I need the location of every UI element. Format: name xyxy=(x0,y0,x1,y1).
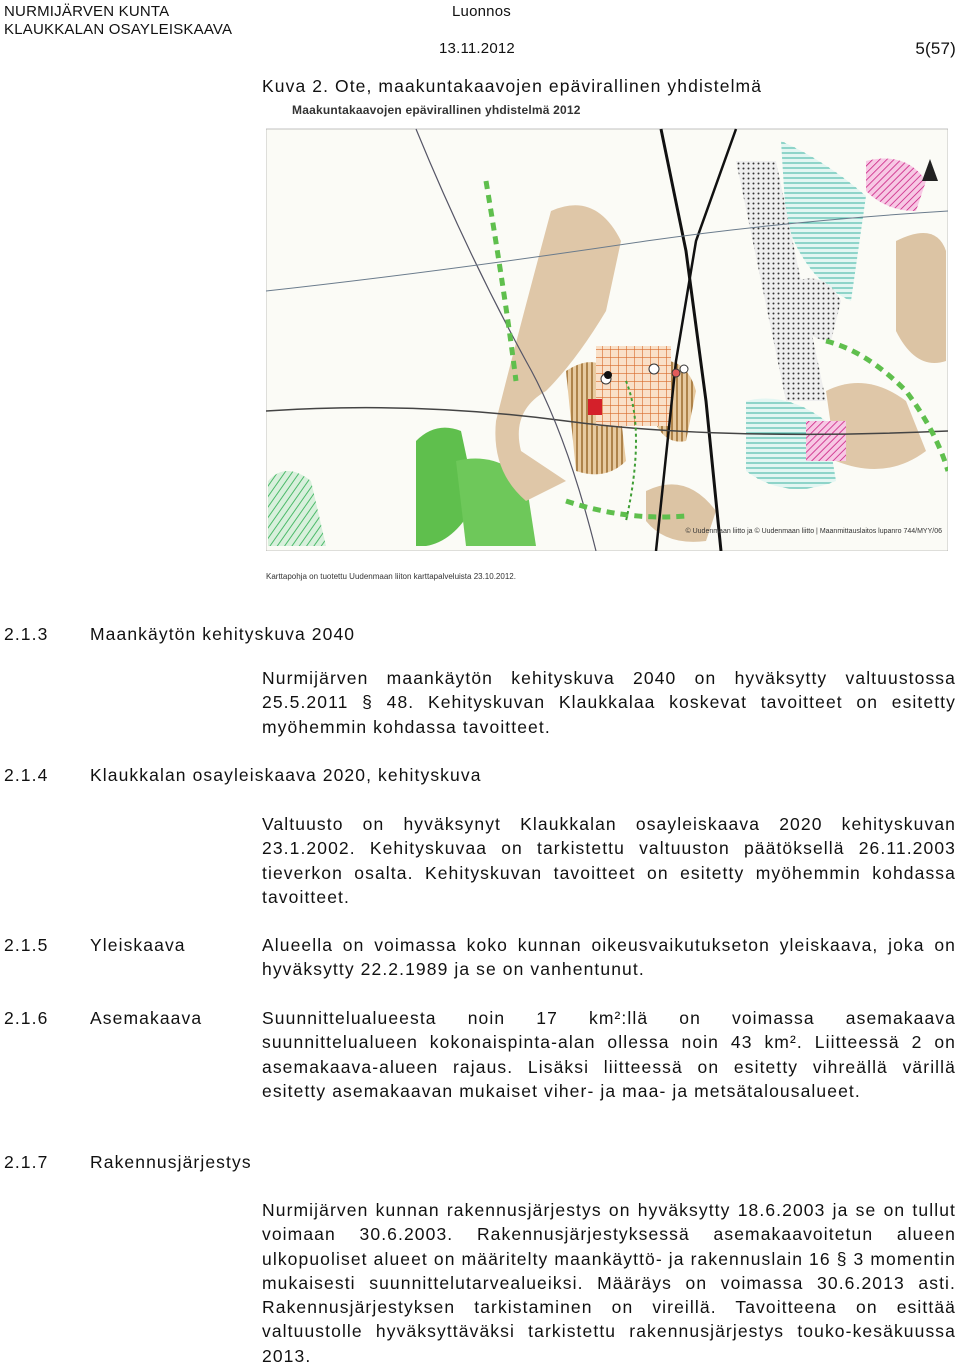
section-title: Maankäytön kehityskuva 2040 xyxy=(90,624,356,644)
section-heading xyxy=(4,763,482,787)
section-body: Suunnittelualueesta noin 17 km²:llä on voimassa asemakaava suunnittelualueen kokonaispinta-alan ollessa noin 43 km². Liitteessä 2 on asemakaava-alueen rajaus. Lisäksi liitteessä on esitetty vihreällä värillä esitetty asemakaavan mukaiset viher- ja maa- ja metsätalousalueet. xyxy=(262,1008,956,1101)
section-title: Asemakaava xyxy=(90,1008,203,1028)
regional-plan-map xyxy=(266,101,948,581)
document-status: Luonnos xyxy=(452,3,511,20)
document-name: KLAUKKALAN OSAYLEISKAAVA xyxy=(4,21,233,38)
section-title: Rakennusjärjestys xyxy=(90,1152,252,1172)
section-number: 2.1.7 xyxy=(4,1152,49,1172)
section-heading xyxy=(4,622,355,646)
figure-caption: Kuva 2. Ote, maakuntakaavojen epävirallinen yhdistelmä xyxy=(262,76,763,96)
section-heading xyxy=(4,1150,252,1174)
section-number: 2.1.5 xyxy=(4,935,49,955)
map-title: Maakuntakaavojen epävirallinen yhdistelmä 2012 xyxy=(292,103,581,117)
map-footer: Karttapohja on tuotettu Uudenmaan liiton karttapalveluista 23.10.2012. xyxy=(266,572,516,581)
document-date: 13.11.2012 xyxy=(439,40,515,57)
section-body: Nurmijärven kunnan rakennusjärjestys on hyväksytty 18.6.2003 ja se on tullut voimaan 30.6.2003. Rakennusjärjestyksessä asemakaavoitetun alueen ulkopuoliset alueet on määritelty maankäyttö- ja rakennuslain 16 § 3 momentin mukaisesti suunnittelutarvealueiksi. Määräys on voimassa 30.6.2013 asti. Rakennusjärjestyksen tarkistaminen on vireillä. Tavoitteena on esittää valtuustolle hyväksyttäväksi tarkistettu rakennusjärjestys touko-kesäkuussa 2013. xyxy=(262,1200,956,1366)
section-body: Alueella on voimassa koko kunnan oikeusvaikutukseton yleiskaava, joka on hyväksytty 22.2.1989 ja se on vanhentunut. xyxy=(262,935,956,980)
map-drawing xyxy=(266,101,948,551)
page-number: 5(57) xyxy=(915,39,956,58)
section-number: 2.1.3 xyxy=(4,624,49,644)
map-copyright: © Uudenmaan liitto ja © Uudenmaan liitto | Maanmittauslaitos lupanro 744/MYY/06 xyxy=(685,528,942,535)
section-number: 2.1.6 xyxy=(4,1008,49,1028)
section-number: 2.1.4 xyxy=(4,765,49,785)
section-heading xyxy=(4,1006,202,1030)
organization-name: NURMIJÄRVEN KUNTA xyxy=(4,3,170,20)
section-body: Nurmijärven maankäytön kehityskuva 2040 on hyväksytty valtuustossa 25.5.2011 § 48. Kehityskuvan Klaukkalaa koskevat tavoitteet on esitetty myöhemmin kohdassa tavoitteet. xyxy=(262,668,956,737)
section-body: Valtuusto on hyväksynyt Klaukkalan osayleiskaava 2020 kehityskuvan 23.1.2002. Kehityskuvaa on tarkistettu valtuuston päätöksellä 26.11.2003 tieverkon osalta. Kehityskuvan tavoitteet on esitetty myöhemmin kohdassa tavoitteet. xyxy=(262,814,956,907)
section-title: Yleiskaava xyxy=(90,935,186,955)
section-title: Klaukkalan osayleiskaava 2020, kehityskuva xyxy=(90,765,482,785)
section-heading xyxy=(4,933,186,957)
